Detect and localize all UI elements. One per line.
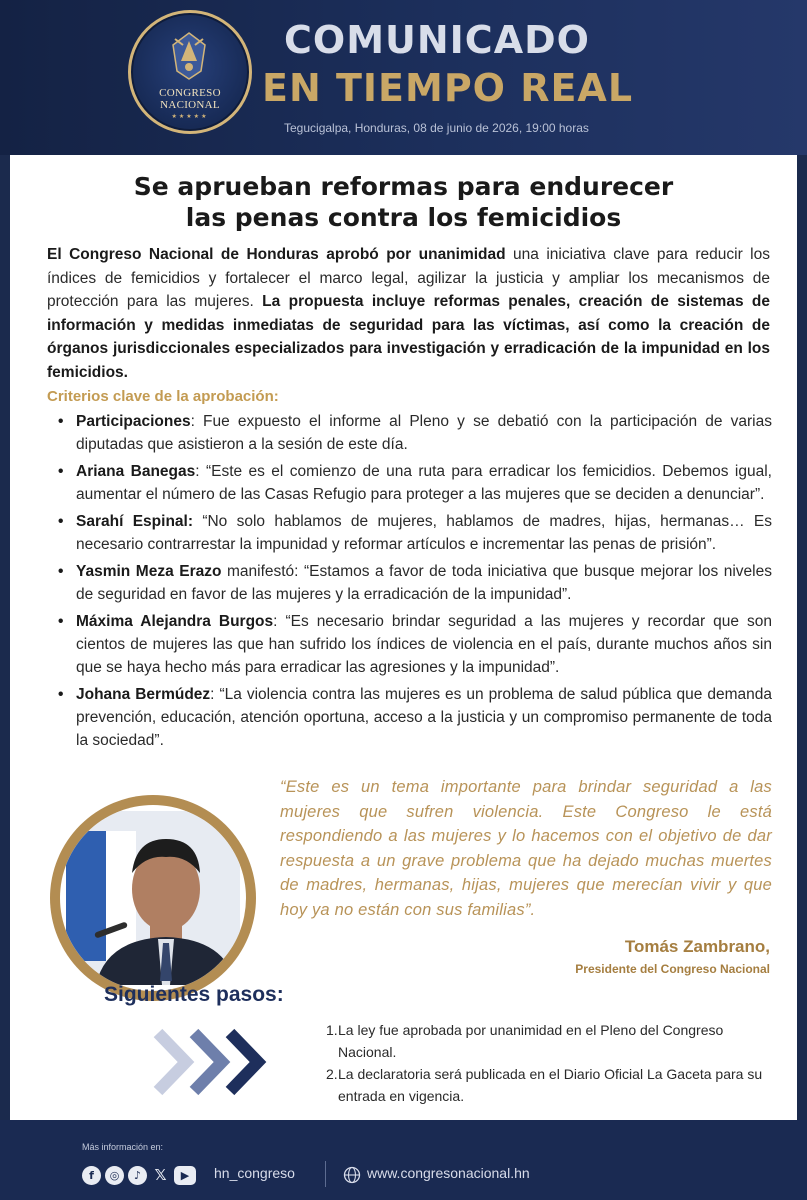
step-text: La declaratoria será publicada en el Diario Oficial La Gaceta para su entrada en vigencia. [338,1066,763,1104]
criteria-item-name: Ariana Banegas [76,463,196,480]
criteria-item-name: Máxima Alejandra Burgos [76,613,274,630]
criteria-item-name: Sarahí Espinal: [76,513,193,530]
criteria-item-text: manifestó: “Estamos a favor de toda iniciativa que busque mejorar los niveles de seguridad en favor de las mujeres y la erradicación de la impunidad”. [76,563,772,603]
intro-bold-1: El Congreso Nacional de Honduras aprobó por unanimidad [47,246,506,263]
quote-author: Tomás Zambrano, [624,937,770,956]
criteria-item [58,460,772,506]
criteria-item-text: : “La violencia contra las mujeres es un problema de salud pública que demanda prevención, educación, atención oportuna, acceso a la justicia y un compromiso permanente de toda la sociedad”. [76,686,772,749]
president-quote: “Este es un tema importante para brindar seguridad a las mujeres que sufren violencia. Este Congreso le está respondiendo a las mujeres y lo hacemos con el objetivo de dar respuesta a un grave problema que ha dejado muchas muertes de madres, hermanas, hijas, mujeres que merecían vivir y que hoy ya no están con sus familias”. [280,778,772,919]
headline-line-2: las penas contra los femicidios [185,203,622,232]
headline [10,171,797,233]
document-body [10,155,797,1120]
next-step-item [326,1063,766,1107]
criteria-item [58,683,772,752]
seal-stars-icon: ★★★★★ [171,114,209,120]
header-title-line-1: COMUNICADO [284,18,590,62]
criteria-item [58,560,772,606]
criteria-item-text: “No solo hablamos de mujeres, hablamos de madres, hijas, hermanas… Es necesario contrarrestar la impunidad y reformar artículos e incrementar las penas de prisión”. [76,513,772,553]
facebook-icon[interactable]: f [82,1166,101,1185]
president-portrait [60,805,246,991]
x-icon[interactable]: 𝕏 [154,1166,167,1184]
more-info-label: Más información en: [82,1142,164,1152]
social-handle-link[interactable]: hn_congreso [214,1165,295,1181]
criteria-item [58,610,772,679]
criteria-item [58,510,772,556]
criteria-item-name: Participaciones [76,413,191,430]
header-title-line-2: EN TIEMPO REAL [262,66,634,110]
criteria-heading: Criterios clave de la aprobación: [47,388,279,405]
quote-author-role: Presidente del Congreso Nacional [575,962,770,976]
header-dateline: Tegucigalpa, Honduras, 08 de junio de 2026, 19:00 horas [284,121,589,135]
criteria-item [58,410,772,456]
criteria-item-name: Johana Bermúdez [76,686,211,703]
next-steps-list [326,1019,766,1107]
chevrons-arrow-icon [150,1027,270,1097]
social-icons [82,1164,196,1186]
criteria-list [58,410,772,756]
tiktok-icon[interactable]: ♪ [128,1166,147,1185]
step-number: 2. [326,1066,338,1082]
criteria-item-text: : Fue expuesto el informe al Pleno y se debatió con la participación de varias diputadas que asistieron a la sesión de este día. [76,413,772,453]
instagram-icon[interactable]: ◎ [105,1166,124,1185]
portrait-frame [50,795,256,1001]
step-text: La ley fue aprobada por unanimidad en el Pleno del Congreso Nacional. [338,1022,724,1060]
step-number: 1. [326,1022,338,1038]
coat-of-arms-icon [169,31,209,81]
intro-bold-2: La propuesta incluye reformas penales, creación de sistemas de información y medidas inmediatas de seguridad para las víctimas, así como la creación de órganos jurisdiccionales especializados para investigación y erradicación de la impunidad en los femicidios. [47,293,771,381]
next-step-item [326,1019,766,1063]
criteria-item-name: Yasmin Meza Erazo [76,563,222,580]
globe-icon [343,1166,361,1184]
footer-bar [0,1120,807,1200]
footer-divider [325,1161,326,1187]
portrait-illustration [66,811,240,985]
criteria-item-text: : “Es necesario brindar seguridad a las mujeres y recordar que son cientos de mujeres las que han sufrido los índices de violencia en el país, durante muchos años sin que se haya hecho más para erradicar las agresiones y la impunidad”. [76,613,772,676]
next-steps-heading: Siguientes pasos: [104,983,284,1006]
seal-line-1: CONGRESO [159,87,221,99]
youtube-icon[interactable]: ▶ [174,1166,196,1185]
congreso-seal-logo [128,10,252,134]
website-link[interactable]: www.congresonacional.hn [367,1165,530,1181]
header-banner [0,0,807,155]
criteria-item-text: : “Este es el comienzo de una ruta para erradicar los femicidios. Debemos igual, aumentar el número de las Casas Refugio para proteger a las mujeres que se deciden a denunciar”. [76,463,772,503]
intro-text-1: una iniciativa clave para reducir los índices de femicidios y fortalecer el marco legal, agilizar la justicia y ampliar los mecanismos de protección para las mujeres. [47,246,770,310]
seal-line-2: NACIONAL [160,99,220,111]
headline-line-1: Se aprueban reformas para endurecer [133,172,674,201]
intro-paragraph [47,243,770,384]
